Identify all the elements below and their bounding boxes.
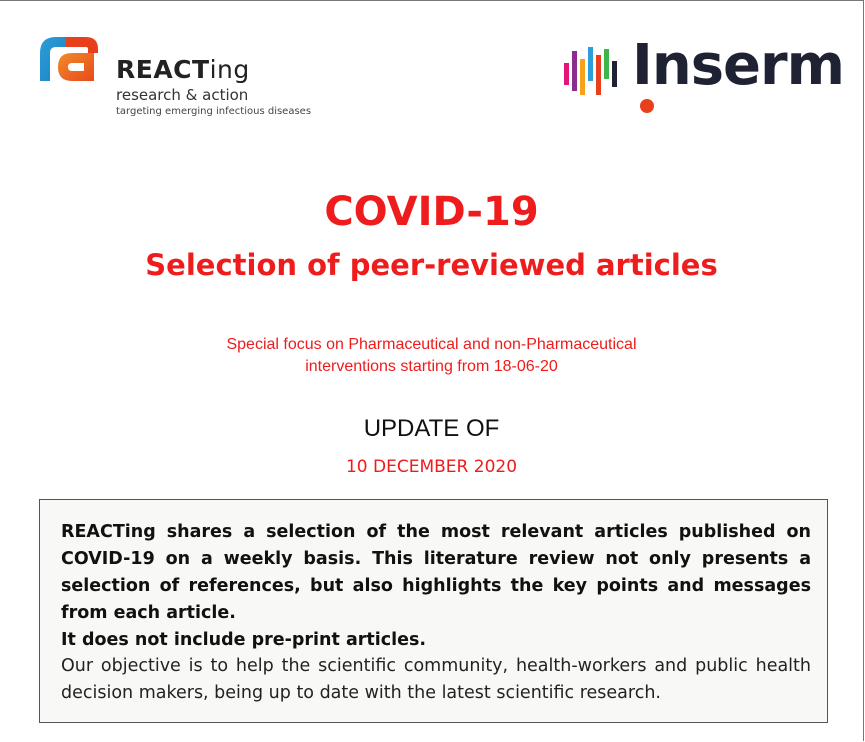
inserm-dot-icon	[640, 99, 654, 113]
inserm-bars-icon	[562, 45, 618, 101]
inserm-wordmark: Inserm	[632, 33, 844, 98]
reacting-tagline: targeting emerging infectious diseases	[116, 106, 312, 117]
info-objective-text: Our objective is to help the scientific community, health-workers and public health decision makers, being up to date with the latest scientific research.	[61, 656, 811, 703]
info-bold-text	[61, 519, 811, 654]
update-label: UPDATE OF	[363, 415, 500, 442]
update-date: 10 DECEMBER 2020	[345, 457, 518, 477]
reacting-logo	[36, 31, 326, 123]
document-title: COVID-19	[324, 189, 539, 235]
special-focus-line-1: Special focus on Pharmaceutical and non-Pharmaceutical	[226, 336, 637, 353]
special-focus-line-2: interventions starting from 18-06-20	[305, 358, 558, 375]
info-bold-paragraph: REACTing shares a selection of the most relevant articles published on COVID-19 on a weekly basis. This literature review not only presents a selection of references, but also highlights the key points and messages from each article.	[61, 522, 811, 623]
inserm-logo	[562, 33, 862, 117]
document-subtitle: Selection of peer-reviewed articles	[145, 248, 718, 282]
special-focus-note	[0, 334, 863, 378]
info-bold-note: It does not include pre-print articles.	[61, 630, 427, 650]
reacting-subtitle: research & action	[116, 86, 249, 104]
reacting-wordmark: REACTing	[116, 55, 250, 84]
reacting-logo-icon	[36, 31, 108, 87]
info-box	[39, 499, 828, 723]
